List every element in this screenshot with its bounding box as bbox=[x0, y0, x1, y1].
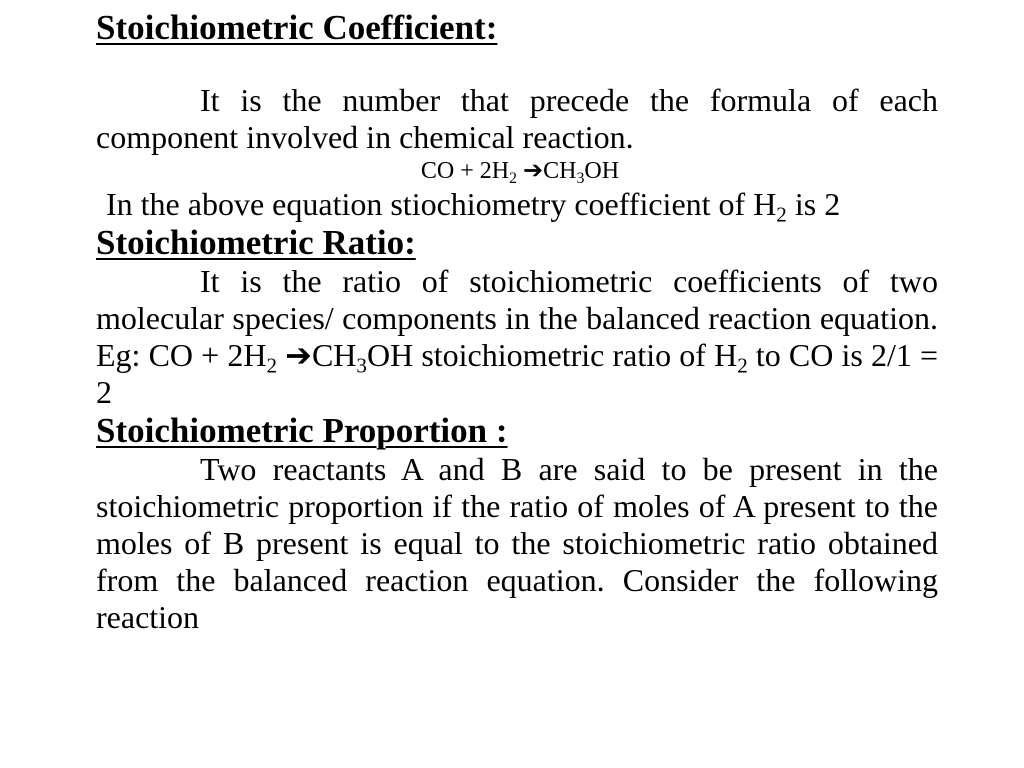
heading-stoichiometric-coefficient: Stoichiometric Coefficient: bbox=[96, 8, 498, 47]
coefficient-definition: It is the number that precede the formula of each component involved in chemical reaction. bbox=[96, 82, 938, 155]
arrow-icon: ➔ bbox=[523, 158, 544, 184]
equation-rhs-end: OH bbox=[584, 158, 620, 184]
equation-lhs-subscript: 2 bbox=[509, 169, 518, 187]
heading-stoichiometric-proportion: Stoichiometric Proportion : bbox=[96, 411, 508, 450]
coefficient-explanation bbox=[96, 186, 938, 227]
proportion-definition: Two reactants A and B are said to be present in the stoichiometric proportion if the ratio of moles of A present to the moles of B present is equal to the stoichiometric ratio obtained from the balanced reaction equation. Consider the following reaction bbox=[96, 451, 938, 635]
ratio-text-end: to CO is 2/1 = 2 bbox=[96, 337, 939, 410]
equation-rhs-subscript: 3 bbox=[576, 169, 585, 187]
ratio-text-product: CH bbox=[311, 337, 357, 373]
explanation-subscript: 2 bbox=[776, 202, 787, 227]
ratio-subscript-h2-second: 2 bbox=[737, 353, 748, 378]
explanation-text: In the above equation stiochiometry coefficient of H bbox=[106, 186, 777, 222]
arrow-icon: ➔ bbox=[285, 337, 312, 373]
ratio-text-continued: OH stoichiometric ratio of H bbox=[366, 337, 738, 373]
ratio-definition bbox=[96, 263, 938, 411]
spacer bbox=[96, 48, 938, 82]
explanation-text-end: is 2 bbox=[786, 186, 841, 222]
equation-lhs: CO + 2H bbox=[420, 158, 510, 184]
coefficient-equation bbox=[96, 156, 938, 186]
ratio-subscript-ch3: 3 bbox=[356, 353, 367, 378]
equation-rhs: CH bbox=[543, 158, 577, 184]
slide-content bbox=[96, 8, 938, 636]
ratio-subscript-h2: 2 bbox=[266, 353, 277, 378]
heading-stoichiometric-ratio: Stoichiometric Ratio: bbox=[96, 223, 416, 262]
ratio-text: It is the ratio of stoichiometric coefficients of two molecular species/ components in the balanced reaction equation. Eg: CO + 2H bbox=[96, 263, 938, 373]
